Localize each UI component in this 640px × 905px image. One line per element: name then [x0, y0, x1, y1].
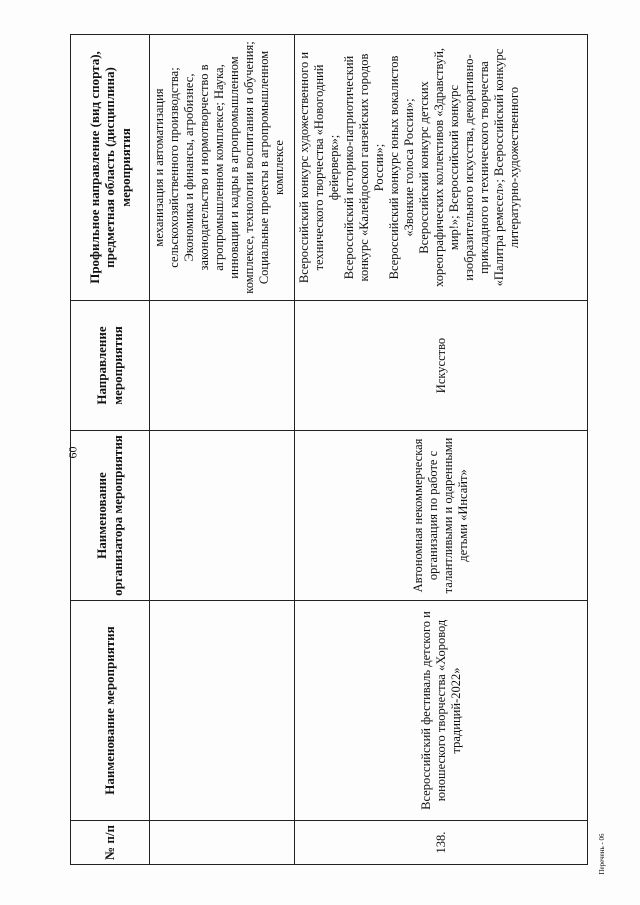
cell-num: 138. — [295, 821, 588, 865]
cell-organizer — [150, 431, 295, 601]
table-header-row — [71, 35, 150, 865]
table-row — [150, 35, 295, 865]
header-profile: Профильное направление (вид спорта), предметная область (дисциплина) мероприятия — [71, 35, 150, 301]
profile-item: Всероссийский конкурс юных вокалистов «Звонкие голоса России»; — [387, 55, 416, 280]
header-event-name: Наименование мероприятия — [71, 601, 150, 821]
page-number: 60 — [65, 446, 80, 459]
cell-profile: механизация и автоматизация сельскохозяйственного производства; Экономика и финансы, агробизнес, законодательство и нормотворчество в агропромышленном комплексе; Наука, инновации и кадры в агропромышленном комплексе, технологии воспитания и обучения; Социальные проекты в агропромышленном комплексе — [150, 35, 295, 301]
table-row — [295, 35, 588, 865]
header-organizer: Наименование организатора мероприятия — [71, 431, 150, 601]
profile-item: Всероссийский конкурс художественного и технического творчества «Новогодний фейерверк»; — [297, 51, 341, 284]
cell-num — [150, 821, 295, 865]
cell-direction: Искусство — [295, 301, 588, 431]
cell-organizer: Автономная некоммерческая организация по работе с талантливыми и одаренными детьми «Инсайт» — [295, 431, 588, 601]
profile-item: Всероссийский историко-патриотический конкурс «Калейдоскоп ганзейских городов России»; — [342, 53, 386, 282]
cell-direction — [150, 301, 295, 431]
header-direction: Направление мероприятия — [71, 301, 150, 431]
header-num: № п/п — [71, 821, 150, 865]
cell-event-name — [150, 601, 295, 821]
footer-code: Перечень - 06 — [598, 833, 606, 875]
events-table — [70, 34, 588, 865]
rotated-table-frame — [70, 35, 580, 865]
cell-event-name: Всероссийский фестиваль детского и юношеского творчества «Хоровод традиций-2022» — [295, 601, 588, 821]
profile-item: Всероссийский конкурс детских хореографических коллективов «Здравствуй, мир!»; Всероссийский конкурс изобразительного искусства, декоративно-прикладного и технического творчества «Палитра ремесел»; Всероссийский конкурс литературно-художественного — [417, 47, 521, 288]
cell-profile — [295, 35, 588, 301]
